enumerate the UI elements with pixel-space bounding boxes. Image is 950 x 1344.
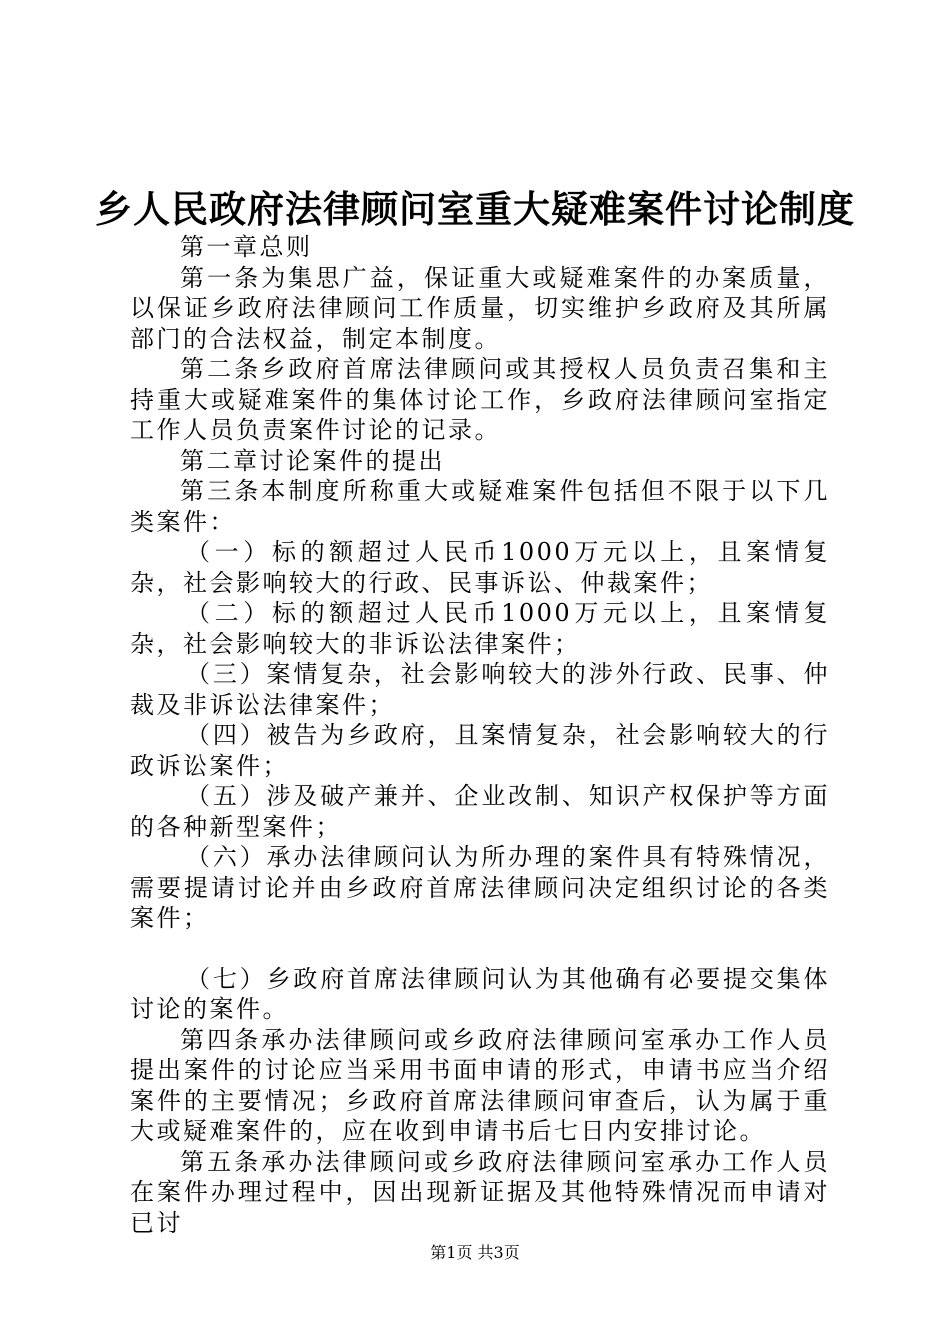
article-paragraph: 第一条为集思广益，保证重大或疑难案件的办案质量，以保证乡政府法律顾问工作质量，切实维护乡政府及其所属部门的合法权益，制定本制度。 — [130, 263, 830, 353]
list-item: （三）案情复杂，社会影响较大的涉外行政、民事、仲裁及非诉讼法律案件； — [130, 660, 830, 719]
article-paragraph: 第二条乡政府首席法律顾问或其授权人员负责召集和主持重大或疑难案件的集体讨论工作，乡政府法律顾问室指定工作人员负责案件讨论的记录。 — [130, 355, 830, 444]
list-item: （四）被告为乡政府，且案情复杂，社会影响较大的行政诉讼案件； — [130, 721, 830, 780]
chapter-heading: 第一章总则 — [180, 233, 313, 261]
list-item: （七）乡政府首席法律顾问认为其他确有必要提交集体讨论的案件。 — [130, 964, 830, 1023]
article-paragraph: 第五条承办法律顾问或乡政府法律顾问室承办工作人员在案件办理过程中，因出现新证据及其他特殊情况而申请对已讨 — [130, 1147, 830, 1237]
list-item: （六）承办法律顾问认为所办理的案件具有特殊情况，需要提请讨论并由乡政府首席法律顾问决定组织讨论的各类案件； — [130, 843, 830, 932]
document-body — [130, 232, 830, 1238]
article-paragraph: 第三条本制度所称重大或疑难案件包括但不限于以下几类案件： — [130, 477, 830, 536]
chapter-heading: 第二章讨论案件的提出 — [180, 446, 445, 475]
article-paragraph: 第四条承办法律顾问或乡政府法律顾问室承办工作人员提出案件的讨论应当采用书面申请的形式，申请书应当介绍案件的主要情况；乡政府首席法律顾问审查后，认为属于重大或疑难案件的，应在收到申请书后七日内安排讨论。 — [130, 1025, 830, 1145]
document-title: 乡人民政府法律顾问室重大疑难案件讨论制度 — [95, 187, 855, 231]
page-number: 第1页 共3页 — [430, 1243, 520, 1262]
list-item: （二）标的额超过人民币1000万元以上，且案情复杂，社会影响较大的非诉讼法律案件； — [130, 599, 830, 658]
list-item: （一）标的额超过人民币1000万元以上，且案情复杂，社会影响较大的行政、民事诉讼、仲裁案件； — [130, 538, 830, 597]
list-item: （五）涉及破产兼并、企业改制、知识产权保护等方面的各种新型案件； — [130, 782, 830, 841]
